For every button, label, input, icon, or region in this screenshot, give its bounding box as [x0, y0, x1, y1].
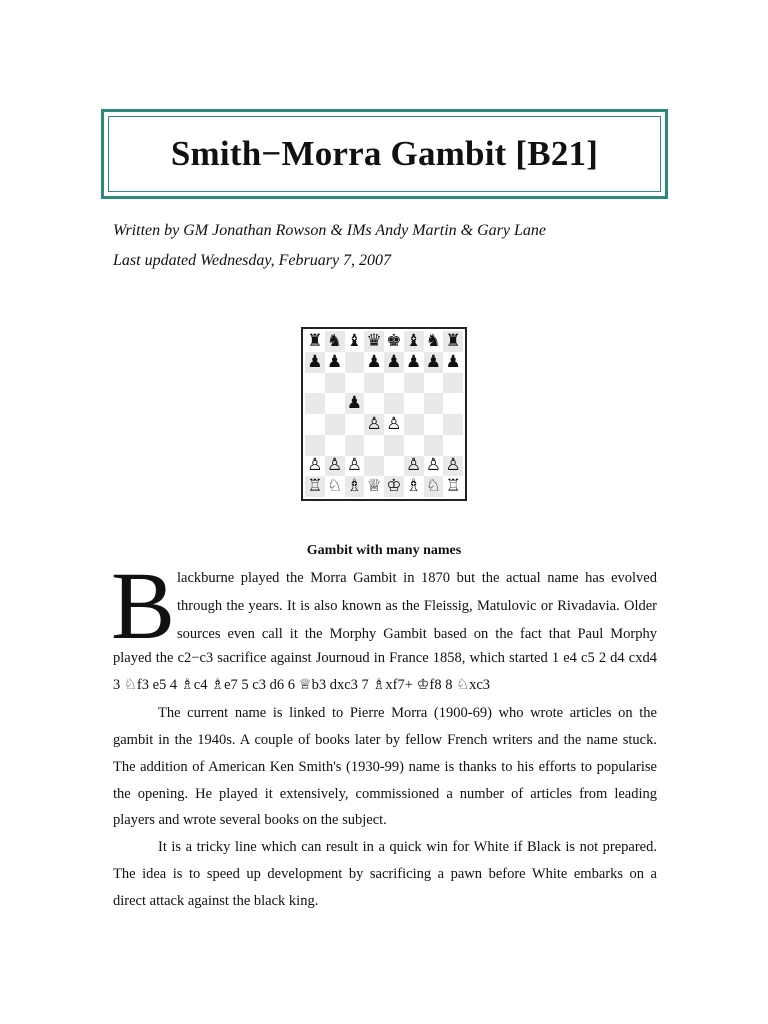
chess-piece: ♙ — [425, 455, 441, 476]
square-b3 — [325, 435, 345, 456]
square-f4 — [404, 414, 424, 435]
chess-piece: ♖ — [307, 476, 323, 497]
chess-piece: ♙ — [327, 455, 343, 476]
section-heading: Gambit with many names — [306, 543, 462, 558]
square-d5 — [364, 393, 384, 414]
square-b7 — [325, 352, 345, 373]
chess-piece: ♞ — [327, 330, 343, 351]
chess-piece: ♟ — [386, 351, 402, 372]
square-h3 — [443, 435, 463, 456]
paragraph-line: It is a tricky line which can result in a quick win for White if Black is not prepared. — [158, 839, 657, 855]
chess-piece: ♟ — [425, 351, 441, 372]
square-h8 — [443, 331, 463, 352]
square-h1 — [443, 476, 463, 497]
square-g2 — [424, 456, 444, 477]
square-f5 — [404, 393, 424, 414]
square-d3 — [364, 435, 384, 456]
title-box-inner — [108, 116, 661, 192]
square-f6 — [404, 373, 424, 394]
chess-piece: ♙ — [366, 413, 382, 434]
square-c2 — [345, 456, 365, 477]
square-a1 — [305, 476, 325, 497]
chess-board — [305, 331, 463, 497]
square-a4 — [305, 414, 325, 435]
chess-board-diagram — [301, 327, 467, 501]
chess-piece: ♔ — [386, 476, 402, 497]
document-title: Smith−Morra Gambit [B21] — [170, 134, 599, 173]
square-b6 — [325, 373, 345, 394]
square-c6 — [345, 373, 365, 394]
square-e3 — [384, 435, 404, 456]
chess-piece: ♜ — [445, 330, 461, 351]
updated-line: Last updated Wednesday, February 7, 2007 — [113, 252, 392, 269]
square-f3 — [404, 435, 424, 456]
chess-piece: ♙ — [406, 455, 422, 476]
chess-piece: ♙ — [445, 455, 461, 476]
paragraph-line: The addition of American Ken Smith's (1930-99) name is thanks to his efforts to popularise — [113, 759, 657, 775]
square-h7 — [443, 352, 463, 373]
chess-piece: ♗ — [346, 476, 362, 497]
square-g7 — [424, 352, 444, 373]
chess-piece: ♟ — [327, 351, 343, 372]
paragraph-line: lackburne played the Morra Gambit in 1870 but the actual name has evolved — [177, 570, 657, 586]
paragraph-line: direct attack against the black king. — [113, 893, 319, 909]
chess-piece: ♕ — [366, 476, 382, 497]
chess-piece: ♚ — [386, 330, 402, 351]
square-g8 — [424, 331, 444, 352]
square-d8 — [364, 331, 384, 352]
square-h4 — [443, 414, 463, 435]
paragraph-line: The current name is linked to Pierre Morra (1900-69) who wrote articles on the — [158, 705, 657, 721]
chess-piece: ♛ — [366, 330, 382, 351]
square-b2 — [325, 456, 345, 477]
square-b8 — [325, 331, 345, 352]
square-g4 — [424, 414, 444, 435]
chess-piece: ♙ — [346, 455, 362, 476]
chess-piece: ♝ — [346, 330, 362, 351]
paragraph-line: sources even call it the Morphy Gambit based on the fact that Paul Morphy — [177, 626, 657, 642]
square-c8 — [345, 331, 365, 352]
square-b5 — [325, 393, 345, 414]
square-d4 — [364, 414, 384, 435]
square-f2 — [404, 456, 424, 477]
square-e2 — [384, 456, 404, 477]
square-e7 — [384, 352, 404, 373]
square-d2 — [364, 456, 384, 477]
chess-piece: ♞ — [425, 330, 441, 351]
square-f7 — [404, 352, 424, 373]
square-a6 — [305, 373, 325, 394]
paragraph-line: 3 ♘f3 e5 4 ♗c4 ♗e7 5 c3 d6 6 ♕b3 dxc3 7 ♗xf7+ ♔f8 8 ♘xc3 — [113, 677, 491, 693]
chess-piece: ♙ — [386, 413, 402, 434]
square-e6 — [384, 373, 404, 394]
square-d1 — [364, 476, 384, 497]
square-g5 — [424, 393, 444, 414]
chess-piece: ♟ — [406, 351, 422, 372]
chess-piece: ♝ — [406, 330, 422, 351]
chess-piece: ♟ — [445, 351, 461, 372]
square-g6 — [424, 373, 444, 394]
paragraph-line: played the c2−c3 sacrifice against Journoud in France 1858, which started 1 e4 c5 2 d4 cxd4 — [113, 650, 657, 666]
square-h5 — [443, 393, 463, 414]
square-b1 — [325, 476, 345, 497]
square-c7 — [345, 352, 365, 373]
square-e1 — [384, 476, 404, 497]
square-e5 — [384, 393, 404, 414]
square-g3 — [424, 435, 444, 456]
square-e8 — [384, 331, 404, 352]
chess-piece: ♙ — [307, 455, 323, 476]
square-e4 — [384, 414, 404, 435]
paragraph-line: the opening. He played it extensively, commissioned a number of articles from leading — [113, 786, 657, 802]
square-c1 — [345, 476, 365, 497]
square-g1 — [424, 476, 444, 497]
square-a3 — [305, 435, 325, 456]
square-d7 — [364, 352, 384, 373]
drop-cap: B — [111, 552, 176, 659]
square-c3 — [345, 435, 365, 456]
chess-piece: ♗ — [406, 476, 422, 497]
chess-piece: ♟ — [307, 351, 323, 372]
paragraph-line: through the years. It is also known as the Fleissig, Matulovic or Rivadavia. Older — [177, 598, 657, 614]
paragraph-line: gambit in the 1940s. A couple of books later by fellow French writers and the name stuck. — [113, 732, 657, 748]
chess-piece: ♘ — [425, 476, 441, 497]
square-f8 — [404, 331, 424, 352]
paragraph-line: The idea is to speed up development by sacrificing a pawn before White embarks on a — [113, 866, 657, 882]
author-line: Written by GM Jonathan Rowson & IMs Andy Martin & Gary Lane — [113, 222, 546, 239]
square-c4 — [345, 414, 365, 435]
chess-piece: ♟ — [346, 393, 362, 414]
square-d6 — [364, 373, 384, 394]
square-f1 — [404, 476, 424, 497]
square-a7 — [305, 352, 325, 373]
chess-piece: ♘ — [327, 476, 343, 497]
title-box — [101, 109, 668, 199]
chess-piece: ♜ — [307, 330, 323, 351]
square-a8 — [305, 331, 325, 352]
chess-piece: ♟ — [366, 351, 382, 372]
square-c5 — [345, 393, 365, 414]
square-a2 — [305, 456, 325, 477]
square-h2 — [443, 456, 463, 477]
square-h6 — [443, 373, 463, 394]
square-b4 — [325, 414, 345, 435]
square-a5 — [305, 393, 325, 414]
chess-piece: ♖ — [445, 476, 461, 497]
paragraph-line: players and wrote several books on the subject. — [113, 812, 387, 828]
